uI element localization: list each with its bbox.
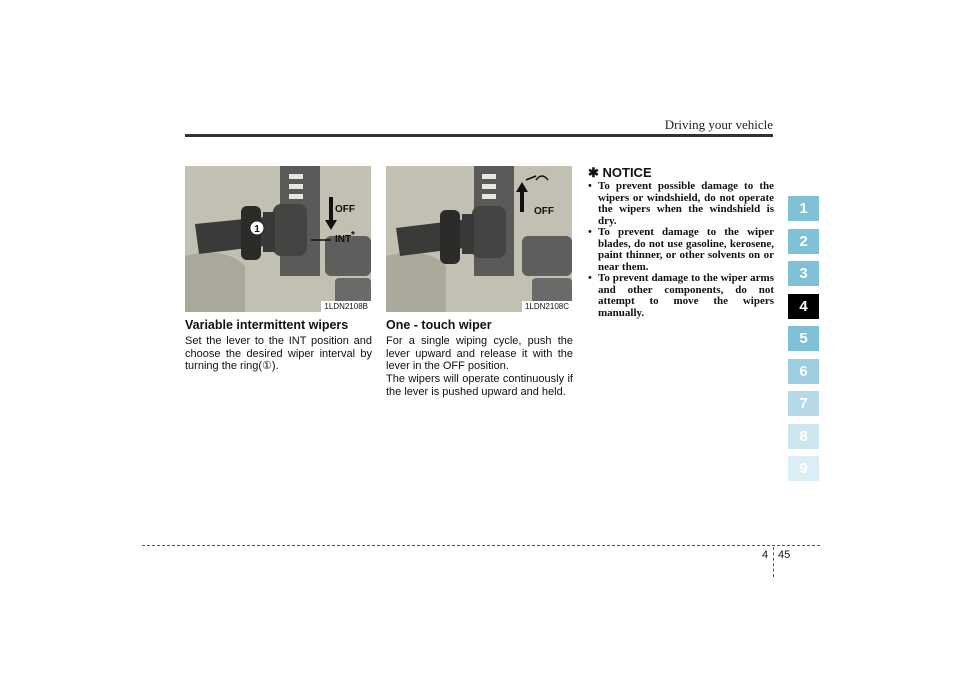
off-position-label: OFF: [534, 206, 554, 217]
bullet-icon: •: [588, 272, 592, 284]
wiper-lever-illustration: [386, 166, 572, 312]
section-paragraph: For a single wiping cycle, push the lever upward and release it with the lever in the OFF position.: [386, 335, 573, 372]
chapter-tab-5[interactable]: 5: [788, 326, 819, 351]
chapter-tab-2[interactable]: 2: [788, 229, 819, 254]
notice-item-text: To prevent damage to the wiper arms and other components, do not attempt to move the wipers manually.: [598, 272, 774, 319]
bullet-icon: •: [588, 226, 592, 238]
ring-marker-label: 1: [254, 224, 260, 235]
running-header-title: Driving your vehicle: [664, 117, 773, 132]
section-heading-variable-intermittent: Variable intermittent wipers: [185, 318, 349, 332]
notice-item-text: To prevent damage to the wiper blades, do not use gasoline, kerosene, paint thinner, or other solvents on or near them.: [598, 226, 774, 273]
footer-rule: [142, 545, 820, 546]
notice-title: ✱ NOTICE: [588, 165, 652, 180]
page-chapter-number: 4: [762, 549, 769, 561]
int-star-label: *: [351, 230, 355, 241]
section-paragraph: The wipers will operate continuously if the lever is pushed upward and held.: [386, 373, 573, 398]
section-body-variable-intermittent: Set the lever to the INT position and choose the desired wiper interval by turning the ring(①).: [185, 335, 372, 372]
notice-item: [588, 181, 774, 227]
chapter-tab-7[interactable]: 7: [788, 391, 819, 416]
section-heading-one-touch: One - touch wiper: [386, 318, 492, 332]
chapter-tab-8[interactable]: 8: [788, 424, 819, 449]
chapter-tab-6[interactable]: 6: [788, 359, 819, 384]
wiper-lever-illustration: [185, 166, 371, 312]
notice-list: [588, 181, 774, 319]
figure-variable-intermittent: [185, 166, 371, 312]
footer-divider: [773, 547, 774, 577]
int-position-label: INT: [335, 234, 352, 245]
figure-code: 1LDN2108C: [522, 301, 572, 312]
chapter-tabs: [788, 196, 819, 489]
bullet-icon: •: [588, 180, 592, 192]
page-number: 45: [778, 549, 791, 561]
figure-code: 1LDN2108B: [321, 301, 371, 312]
figure-one-touch: [386, 166, 572, 312]
notice-item: [588, 227, 774, 273]
off-position-label: OFF: [335, 204, 355, 215]
notice-item-text: To prevent possible damage to the wipers or windshield, do not operate the wipers when the windshield is dry.: [598, 180, 774, 227]
chapter-tab-1[interactable]: 1: [788, 196, 819, 221]
chapter-tab-9[interactable]: 9: [788, 456, 819, 481]
header-rule: [185, 134, 773, 137]
chapter-tab-4[interactable]: 4: [788, 294, 819, 319]
chapter-tab-3[interactable]: 3: [788, 261, 819, 286]
notice-item: [588, 273, 774, 319]
